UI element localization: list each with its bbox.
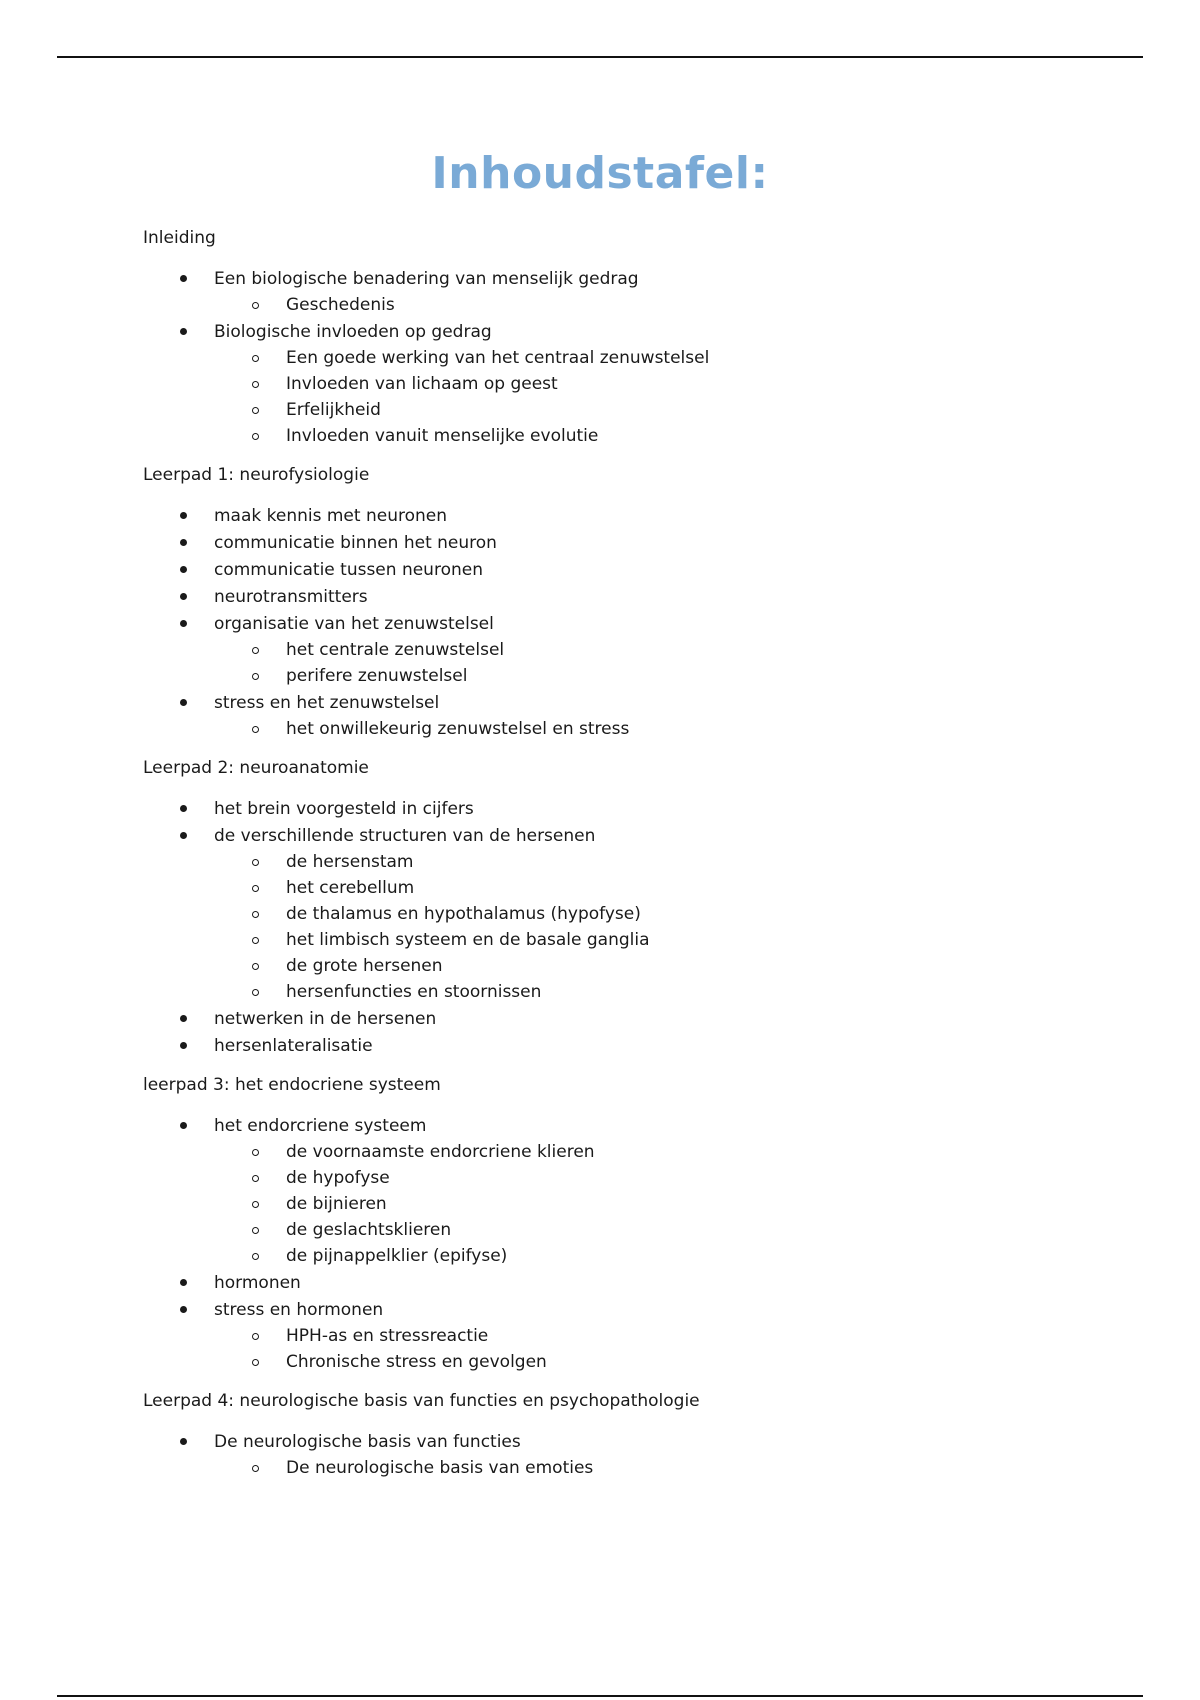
bullet-icon (180, 275, 187, 282)
toc-item (143, 583, 1143, 610)
toc-subitem-row (143, 1191, 1143, 1217)
toc-item-row (143, 529, 1143, 556)
toc-subitem-label: het onwillekeurig zenuwstelsel en stress (286, 719, 630, 739)
circle-bullet-icon (252, 1333, 259, 1340)
bullet-icon (180, 832, 187, 839)
toc-subitem-label: het limbisch systeem en de basale ganglia (286, 930, 650, 950)
toc-item-row (143, 1428, 1143, 1455)
toc-subitem-row (143, 1323, 1143, 1349)
circle-bullet-icon (252, 647, 259, 654)
toc-item-label: hersenlateralisatie (214, 1035, 373, 1056)
toc-item-label: neurotransmitters (214, 586, 368, 607)
bullet-icon (180, 805, 187, 812)
toc-subitem-label: de hypofyse (286, 1168, 390, 1188)
toc-subitem-label: Erfelijkheid (286, 400, 381, 420)
toc-subitem-label: Invloeden vanuit menselijke evolutie (286, 426, 599, 446)
bullet-icon (180, 539, 187, 546)
toc-sublist (143, 637, 1143, 689)
circle-bullet-icon (252, 1253, 259, 1260)
toc-subitem-row (143, 901, 1143, 927)
toc-subitem-row (143, 1243, 1143, 1269)
toc-subitem-row (143, 979, 1143, 1005)
toc-list (143, 1112, 1143, 1375)
toc-subitem-row (143, 953, 1143, 979)
toc-subitem-row (143, 1139, 1143, 1165)
toc-item (143, 689, 1143, 742)
toc-item-label: de verschillende structuren van de hersenen (214, 825, 596, 846)
toc-subitem-label: Chronische stress en gevolgen (286, 1352, 547, 1372)
toc-item (143, 1296, 1143, 1375)
toc-subitem-row (143, 716, 1143, 742)
bullet-icon (180, 1015, 187, 1022)
section-heading: Leerpad 2: neuroanatomie (143, 758, 369, 778)
toc-subitem-row (143, 1349, 1143, 1375)
toc-item-row (143, 1032, 1143, 1059)
toc-item-label: Biologische invloeden op gedrag (214, 321, 492, 342)
toc-subitem (143, 1165, 1143, 1191)
toc-subitem (143, 1191, 1143, 1217)
toc-item (143, 529, 1143, 556)
toc-subitem (143, 927, 1143, 953)
toc-item-row (143, 1005, 1143, 1032)
toc-item-label: De neurologische basis van functies (214, 1431, 521, 1452)
toc-section (143, 462, 1143, 742)
toc-item (143, 318, 1143, 449)
circle-bullet-icon (252, 355, 259, 362)
section-heading: Inleiding (143, 228, 216, 248)
toc-subitem-row (143, 1217, 1143, 1243)
bullet-icon (180, 1306, 187, 1313)
toc-subitem (143, 292, 1143, 318)
toc-subitem-label: Invloeden van lichaam op geest (286, 374, 558, 394)
toc-item-row (143, 822, 1143, 849)
toc-sublist (143, 345, 1143, 449)
toc-item (143, 795, 1143, 822)
toc-subitem (143, 397, 1143, 423)
circle-bullet-icon (252, 381, 259, 388)
circle-bullet-icon (252, 1465, 259, 1472)
toc-subitem-label: Geschedenis (286, 295, 395, 315)
bullet-icon (180, 1122, 187, 1129)
toc-subitem (143, 875, 1143, 901)
toc-subitem (143, 663, 1143, 689)
circle-bullet-icon (252, 726, 259, 733)
toc-item (143, 556, 1143, 583)
toc-item (143, 502, 1143, 529)
toc-item-label: netwerken in de hersenen (214, 1008, 437, 1029)
page-bottom-rule (57, 1695, 1143, 1697)
circle-bullet-icon (252, 1175, 259, 1182)
circle-bullet-icon (252, 1359, 259, 1366)
toc-item-label: hormonen (214, 1272, 301, 1293)
bullet-icon (180, 1438, 187, 1445)
toc-subitem (143, 1139, 1143, 1165)
toc-subitem (143, 1217, 1143, 1243)
toc-subitem-label: de geslachtsklieren (286, 1220, 452, 1240)
toc-item-label: stress en het zenuwstelsel (214, 692, 440, 713)
toc-subitem-label: de hersenstam (286, 852, 414, 872)
toc-subitem (143, 1349, 1143, 1375)
toc-item (143, 610, 1143, 689)
toc-item-row (143, 502, 1143, 529)
toc-item (143, 1269, 1143, 1296)
toc-item-row (143, 689, 1143, 716)
toc-subitem-row (143, 345, 1143, 371)
toc-item-row (143, 795, 1143, 822)
toc-item-row (143, 265, 1143, 292)
toc-subitem-label: hersenfuncties en stoornissen (286, 982, 542, 1002)
toc-item-label: communicatie tussen neuronen (214, 559, 483, 580)
circle-bullet-icon (252, 302, 259, 309)
toc-subitem-row (143, 1455, 1143, 1481)
table-of-contents (143, 225, 1143, 1494)
circle-bullet-icon (252, 673, 259, 680)
circle-bullet-icon (252, 885, 259, 892)
toc-item (143, 822, 1143, 1005)
toc-subitem-row (143, 423, 1143, 449)
toc-sublist (143, 849, 1143, 1005)
circle-bullet-icon (252, 963, 259, 970)
toc-item-label: maak kennis met neuronen (214, 505, 447, 526)
circle-bullet-icon (252, 1201, 259, 1208)
bullet-icon (180, 1279, 187, 1286)
section-heading: leerpad 3: het endocriene systeem (143, 1075, 441, 1095)
toc-item-label: organisatie van het zenuwstelsel (214, 613, 494, 634)
toc-sublist (143, 1455, 1143, 1481)
circle-bullet-icon (252, 911, 259, 918)
toc-subitem-label: de voornaamste endorcriene klieren (286, 1142, 595, 1162)
toc-subitem (143, 716, 1143, 742)
toc-subitem (143, 423, 1143, 449)
toc-subitem-label: de bijnieren (286, 1194, 387, 1214)
toc-item-row (143, 1269, 1143, 1296)
toc-subitem (143, 1455, 1143, 1481)
toc-list (143, 265, 1143, 449)
bullet-icon (180, 566, 187, 573)
toc-subitem-row (143, 875, 1143, 901)
bullet-icon (180, 699, 187, 706)
toc-subitem-row (143, 927, 1143, 953)
toc-item-label: het endorcriene systeem (214, 1115, 427, 1136)
toc-subitem-row (143, 371, 1143, 397)
toc-item (143, 265, 1143, 318)
toc-subitem-label: de thalamus en hypothalamus (hypofyse) (286, 904, 641, 924)
toc-item (143, 1428, 1143, 1481)
bullet-icon (180, 1042, 187, 1049)
section-heading: Leerpad 4: neurologische basis van functies en psychopathologie (143, 1391, 700, 1411)
toc-item-row (143, 583, 1143, 610)
toc-subitem-row (143, 1165, 1143, 1191)
circle-bullet-icon (252, 1149, 259, 1156)
toc-list (143, 502, 1143, 742)
toc-sublist (143, 292, 1143, 318)
toc-subitem (143, 1243, 1143, 1269)
toc-item-row (143, 318, 1143, 345)
bullet-icon (180, 512, 187, 519)
toc-subitem-row (143, 292, 1143, 318)
toc-subitem-row (143, 849, 1143, 875)
toc-item-label: communicatie binnen het neuron (214, 532, 497, 553)
toc-item-label: het brein voorgesteld in cijfers (214, 798, 474, 819)
bullet-icon (180, 328, 187, 335)
toc-subitem-row (143, 637, 1143, 663)
toc-list (143, 795, 1143, 1059)
toc-subitem-row (143, 397, 1143, 423)
circle-bullet-icon (252, 433, 259, 440)
toc-item-row (143, 1112, 1143, 1139)
toc-subitem (143, 1323, 1143, 1349)
toc-subitem-label: het cerebellum (286, 878, 415, 898)
toc-subitem-row (143, 663, 1143, 689)
toc-subitem (143, 953, 1143, 979)
toc-section (143, 755, 1143, 1059)
bullet-icon (180, 593, 187, 600)
toc-section (143, 225, 1143, 449)
toc-subitem (143, 901, 1143, 927)
toc-subitem (143, 849, 1143, 875)
circle-bullet-icon (252, 989, 259, 996)
toc-subitem-label: De neurologische basis van emoties (286, 1458, 594, 1478)
toc-subitem (143, 979, 1143, 1005)
toc-subitem-label: HPH-as en stressreactie (286, 1326, 489, 1346)
toc-item (143, 1005, 1143, 1032)
toc-section (143, 1388, 1143, 1481)
page-title: Inhoudstafel: (431, 148, 769, 199)
toc-item-row (143, 610, 1143, 637)
toc-item (143, 1112, 1143, 1269)
circle-bullet-icon (252, 937, 259, 944)
toc-subitem-label: Een goede werking van het centraal zenuwstelsel (286, 348, 710, 368)
toc-subitem (143, 345, 1143, 371)
toc-section (143, 1072, 1143, 1375)
bullet-icon (180, 620, 187, 627)
toc-subitem-label: perifere zenuwstelsel (286, 666, 468, 686)
toc-list (143, 1428, 1143, 1481)
toc-subitem (143, 637, 1143, 663)
toc-subitem (143, 371, 1143, 397)
circle-bullet-icon (252, 1227, 259, 1234)
toc-sublist (143, 716, 1143, 742)
toc-item-label: Een biologische benadering van menselijk gedrag (214, 268, 639, 289)
toc-item (143, 1032, 1143, 1059)
toc-item-row (143, 556, 1143, 583)
page-top-rule (57, 56, 1143, 58)
circle-bullet-icon (252, 407, 259, 414)
toc-subitem-label: de pijnappelklier (epifyse) (286, 1246, 508, 1266)
circle-bullet-icon (252, 859, 259, 866)
toc-item-label: stress en hormonen (214, 1299, 384, 1320)
toc-subitem-label: de grote hersenen (286, 956, 443, 976)
toc-subitem-label: het centrale zenuwstelsel (286, 640, 505, 660)
toc-sublist (143, 1323, 1143, 1375)
toc-item-row (143, 1296, 1143, 1323)
toc-sublist (143, 1139, 1143, 1269)
section-heading: Leerpad 1: neurofysiologie (143, 465, 370, 485)
